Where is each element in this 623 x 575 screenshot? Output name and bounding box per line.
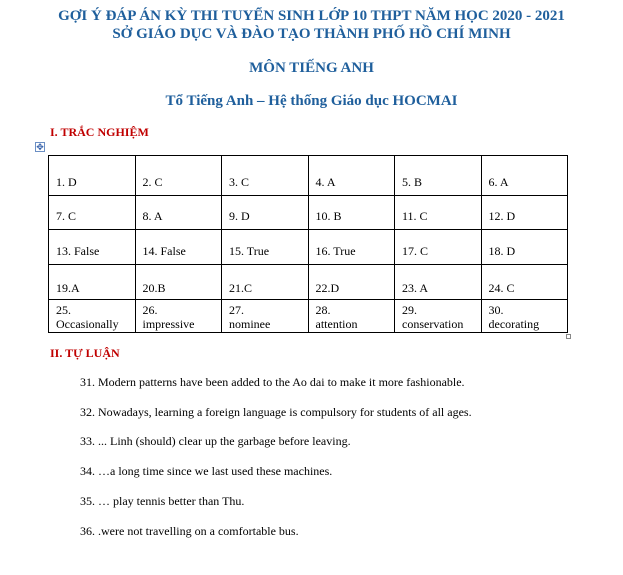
table-row [49,196,568,230]
answer-cell: 21.C [222,265,309,300]
answer-word: impressive [142,317,195,331]
question-number: 26. [142,303,158,317]
answer-cell [308,300,395,333]
essay-answer: 36. .were not travelling on a comfortable bus. [80,524,299,538]
answer-cell: 12. D [481,196,568,230]
answer-cell: 18. D [481,230,568,265]
answer-word: attention [315,317,358,331]
question-number: 25. [56,303,71,317]
answer-cell: 13. False [49,230,136,265]
answer-cell: 5. B [395,156,482,196]
answer-cell: 1. D [49,156,136,196]
answer-cell: 11. C [395,196,482,230]
answer-cell: 6. A [481,156,568,196]
answer-word: Occasionally [56,317,119,331]
answer-cell: 24. C [481,265,568,300]
question-number: 30. [488,303,504,317]
essay-answer: 35. … play tennis better than Thu. [80,494,245,508]
table-row [49,300,568,333]
answer-cell: 3. C [222,156,309,196]
answer-cell: 17. C [395,230,482,265]
question-number: 28. [315,303,331,317]
answer-cell: 8. A [135,196,222,230]
answer-cell [481,300,568,333]
subject-title: MÔN TIẾNG ANH [249,60,374,76]
answer-cell: 15. True [222,230,309,265]
section-multiple-choice-heading: I. TRẮC NGHIỆM [50,125,149,139]
answer-word: decorating [488,317,540,331]
answer-word: conservation [402,317,464,331]
answer-cell: 7. C [49,196,136,230]
document-title-line1: GỢI Ý ĐÁP ÁN KỲ THI TUYỂN SINH LỚP 10 THPT NĂM HỌC 2020 - 2021 [58,8,565,24]
four-arrows-icon[interactable]: ✥ [36,142,44,152]
answer-cell [395,300,482,333]
answer-cell: 9. D [222,196,309,230]
author-line: Tổ Tiếng Anh – Hệ thống Giáo dục HOCMAI [165,93,458,109]
document-title-line2: SỞ GIÁO DỤC VÀ ĐÀO TẠO THÀNH PHỐ HỒ CHÍ MINH [112,26,511,42]
answer-cell [49,300,136,333]
answer-table [48,155,568,333]
answer-cell: 14. False [135,230,222,265]
table-row [49,265,568,300]
section-essay-heading: II. TỰ LUẬN [50,346,120,360]
answer-cell: 19.A [49,265,136,300]
essay-answer: 31. Modern patterns have been added to the Ao dai to make it more fashionable. [80,375,465,389]
question-number: 27. [229,303,244,317]
answer-word: nominee [229,317,271,331]
answer-cell: 16. True [308,230,395,265]
essay-answer: 32. Nowadays, learning a foreign language is compulsory for students of all ages. [80,405,472,419]
answer-cell: 4. A [308,156,395,196]
essay-answer: 34. …a long time since we last used these machines. [80,464,333,478]
answer-cell: 22.D [308,265,395,300]
essay-answer: 33. ... Linh (should) clear up the garbage before leaving. [80,434,351,448]
answer-cell: 23. A [395,265,482,300]
answer-cell: 20.B [135,265,222,300]
answer-cell [222,300,309,333]
answer-cell: 10. B [308,196,395,230]
table-row [49,230,568,265]
resize-square-icon[interactable] [566,334,571,339]
question-number: 29. [402,303,417,317]
answer-cell [135,300,222,333]
table-row [49,156,568,196]
answer-cell: 2. C [135,156,222,196]
